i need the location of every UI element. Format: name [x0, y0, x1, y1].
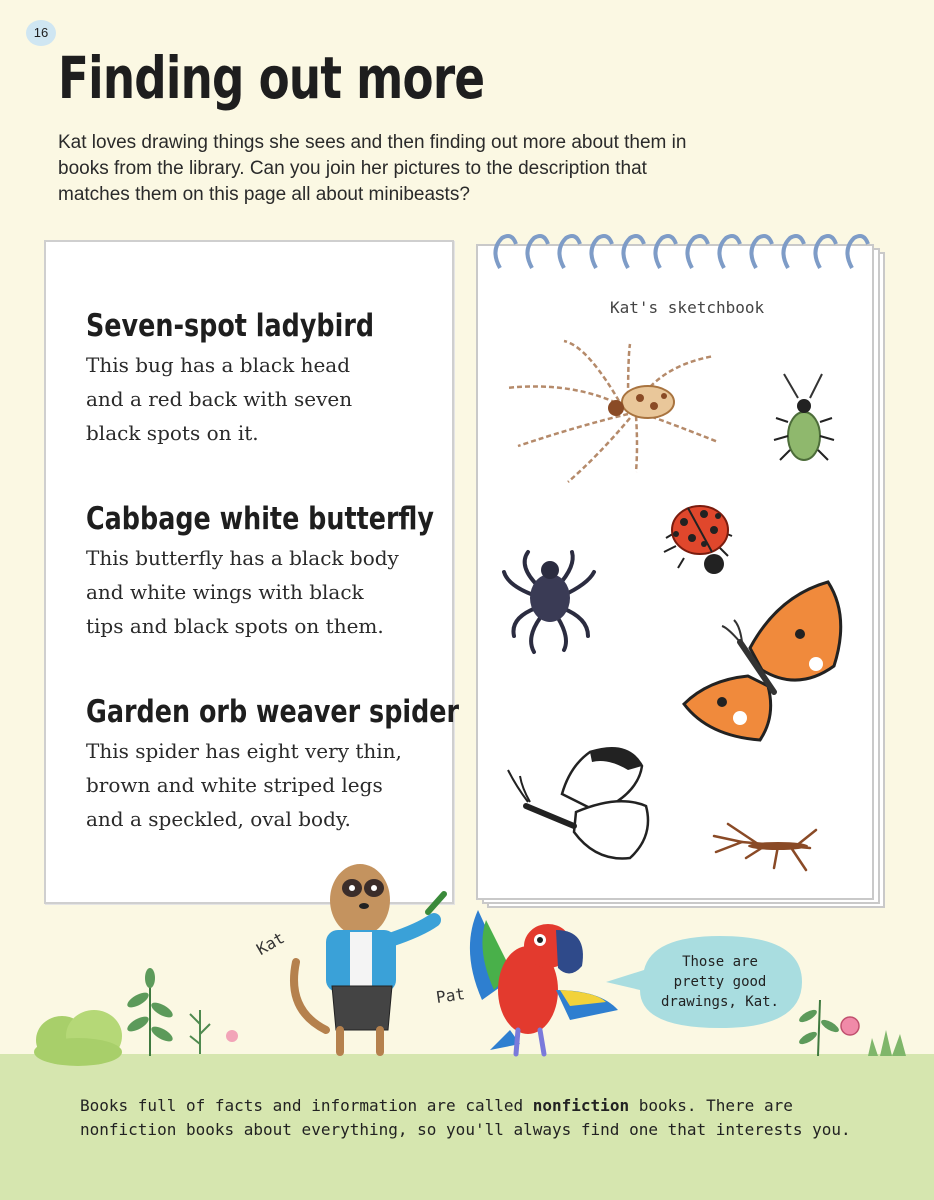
description-line: This spider has eight very thin,: [86, 739, 402, 763]
kat-name-label: Kat: [253, 928, 288, 959]
bush-illustration: [34, 1010, 122, 1066]
sketchbook-label: Kat's sketchbook: [610, 298, 765, 317]
description-line: This butterfly has a black body: [86, 546, 399, 570]
fern-illustration: [797, 1000, 840, 1056]
page-title: Finding out more: [58, 44, 485, 112]
description-line: This bug has a black head: [86, 353, 351, 377]
description-line: tips and black spots on them.: [86, 614, 384, 638]
grass-illustration: [868, 1030, 906, 1056]
pat-name-label: Pat: [434, 984, 467, 1007]
footer-keyword: nonfiction: [532, 1096, 630, 1115]
description-line: and a red back with seven: [86, 387, 353, 411]
description-line: and a speckled, oval body.: [86, 807, 351, 831]
footer-line-1: [80, 1094, 880, 1118]
description-heading: Cabbage white butterfly: [86, 501, 434, 537]
description-line: brown and white striped legs: [86, 773, 383, 797]
speech-line: drawings, Kat.: [660, 994, 779, 1010]
kat-character: [294, 864, 444, 1052]
speech-line: Those are: [682, 954, 758, 970]
rose-icon: [841, 1017, 859, 1035]
description-heading: Seven-spot ladybird: [86, 308, 375, 344]
intro-text: Kat loves drawing things she sees and then finding out more about them in books from the library. Can you join her pictures to the description that matches them on this page all about minibeasts?: [58, 132, 687, 205]
speech-line: pretty good: [673, 974, 767, 990]
fern-illustration: [125, 968, 175, 1056]
footer-text-start: Books full of facts and information are called: [80, 1096, 533, 1115]
description-line: black spots on it.: [86, 421, 259, 445]
footer-text: [80, 1094, 880, 1142]
footer-line-2: nonfiction books about everything, so you'll always find one that interests you.: [80, 1120, 851, 1139]
flower-icon: [226, 1030, 238, 1042]
page-number: 16: [26, 20, 56, 46]
pat-character: [470, 910, 618, 1054]
footer-text-end: books. There are: [629, 1096, 793, 1115]
description-heading: Garden orb weaver spider: [86, 694, 460, 730]
speech-bubble-text: [650, 952, 790, 1012]
description-line: and white wings with black: [86, 580, 364, 604]
sprig-illustration: [190, 1010, 210, 1054]
